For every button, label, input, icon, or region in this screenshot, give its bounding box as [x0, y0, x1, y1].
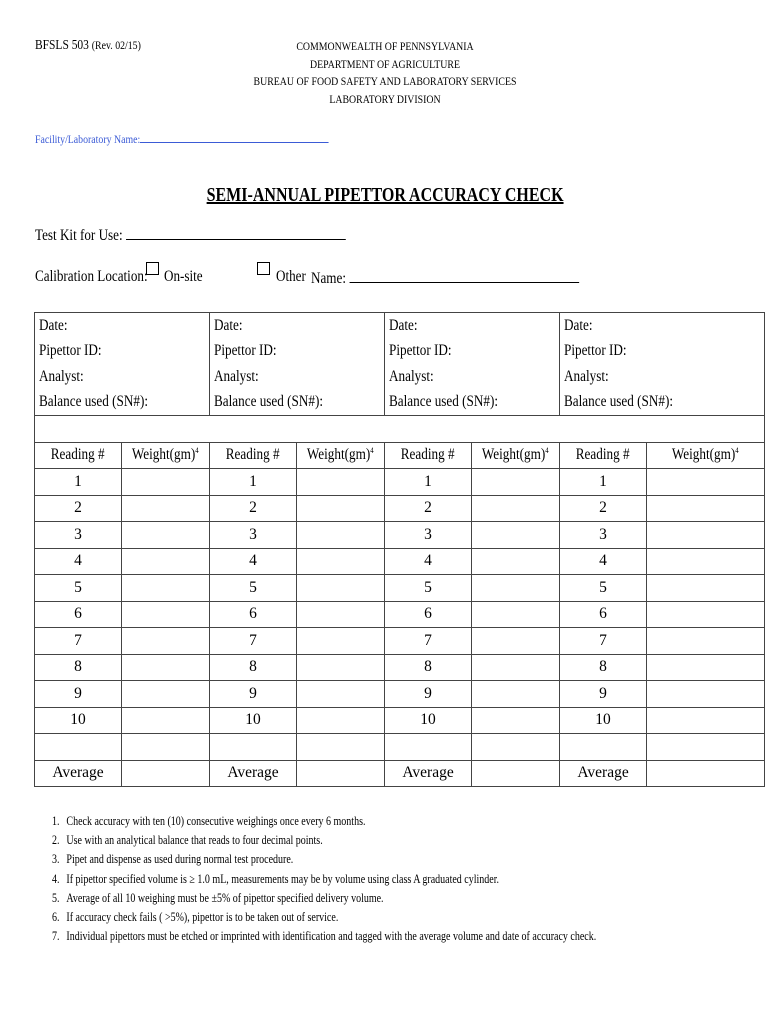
- reading-number: 7: [35, 628, 122, 655]
- reading-number: 2: [35, 495, 122, 522]
- balance-field-label: Balance used (SN#):: [214, 393, 324, 411]
- weight-header-label: [672, 446, 739, 464]
- weight-input[interactable]: [297, 601, 385, 628]
- date-field[interactable]: [385, 313, 560, 339]
- reading-number: 5: [560, 575, 647, 602]
- weight-input[interactable]: [472, 548, 560, 575]
- date-field[interactable]: [560, 313, 765, 339]
- weight-input[interactable]: [122, 469, 210, 496]
- reading-number: 7: [560, 628, 647, 655]
- other-label: Other: [276, 268, 306, 285]
- balance-field-label: Balance used (SN#):: [389, 393, 499, 411]
- average-input[interactable]: [122, 760, 210, 787]
- pipettor-check-table: [34, 312, 765, 787]
- analyst-field-label: Analyst:: [39, 367, 84, 385]
- other-name-field: [311, 268, 579, 288]
- weight-header-text: Weight(gm): [307, 446, 371, 464]
- other-name-input[interactable]: [349, 268, 579, 283]
- weight-input[interactable]: [647, 628, 765, 655]
- reading-number: 6: [385, 601, 472, 628]
- weight-footnote: 4: [735, 446, 739, 456]
- reading-number: 1: [385, 469, 472, 496]
- weight-input[interactable]: [122, 654, 210, 681]
- reading-header-label: Reading #: [51, 446, 105, 464]
- blank-weight-cell[interactable]: [297, 734, 385, 761]
- instruction-text: Check accuracy with ten (10) consecutive weighings once every 6 months.: [66, 814, 366, 828]
- date-field[interactable]: [35, 313, 210, 339]
- weight-input[interactable]: [297, 628, 385, 655]
- average-input[interactable]: [647, 760, 765, 787]
- reading-number: 4: [560, 548, 647, 575]
- weight-input[interactable]: [472, 707, 560, 734]
- blank-cell: [560, 734, 647, 761]
- reading-number: 8: [210, 654, 297, 681]
- weight-header: [122, 442, 210, 469]
- weight-input[interactable]: [647, 707, 765, 734]
- blank-cell: [385, 734, 472, 761]
- form-revision: (Rev. 02/15): [91, 38, 141, 52]
- pipettor-id-field-label: Pipettor ID:: [39, 342, 102, 360]
- reading-number: 9: [385, 681, 472, 708]
- calibration-location-label: Calibration Location:: [35, 268, 148, 285]
- weight-input[interactable]: [297, 681, 385, 708]
- instruction-text: Average of all 10 weighing must be ±5% of pipettor specified delivery volume.: [66, 890, 384, 905]
- instruction-item: [52, 831, 596, 850]
- date-field-label: Date:: [214, 316, 243, 334]
- reading-number: 8: [385, 654, 472, 681]
- pipettor-id-field-label: Pipettor ID:: [214, 342, 277, 360]
- analyst-field[interactable]: [560, 364, 765, 390]
- instruction-number: 6.: [52, 910, 60, 925]
- weight-header-label: [132, 446, 199, 464]
- other-name-label: Name:: [311, 270, 346, 287]
- instruction-number: 3.: [52, 852, 60, 867]
- instruction-item: [52, 908, 596, 927]
- weight-input[interactable]: [472, 495, 560, 522]
- reading-number: 7: [385, 628, 472, 655]
- weight-input[interactable]: [647, 469, 765, 496]
- reading-number: 4: [210, 548, 297, 575]
- weight-input[interactable]: [122, 575, 210, 602]
- reading-header: [35, 442, 122, 469]
- date-field[interactable]: [210, 313, 385, 339]
- weight-header: [647, 442, 765, 469]
- pipettor-id-field[interactable]: [35, 339, 210, 365]
- instruction-item: [52, 889, 596, 908]
- weight-input[interactable]: [122, 522, 210, 549]
- analyst-field-label: Analyst:: [214, 367, 259, 385]
- balance-field-label: Balance used (SN#):: [564, 393, 674, 411]
- weight-input[interactable]: [647, 522, 765, 549]
- weight-header-label: [307, 446, 374, 464]
- weight-input[interactable]: [472, 575, 560, 602]
- pipettor-id-field[interactable]: [560, 339, 765, 365]
- weight-footnote: 4: [545, 446, 549, 456]
- date-field-label: Date:: [564, 316, 593, 334]
- agency-line-3: BUREAU OF FOOD SAFETY AND LABORATORY SERVICES: [253, 74, 517, 88]
- weight-header: [472, 442, 560, 469]
- balance-field[interactable]: [35, 390, 210, 416]
- weight-input[interactable]: [122, 548, 210, 575]
- reading-number: 3: [385, 522, 472, 549]
- weight-input[interactable]: [472, 654, 560, 681]
- pipettor-id-field[interactable]: [385, 339, 560, 365]
- reading-number: 5: [385, 575, 472, 602]
- weight-footnote: 4: [370, 446, 374, 456]
- weight-input[interactable]: [647, 681, 765, 708]
- weight-header-label: [482, 446, 549, 464]
- blank-weight-cell[interactable]: [122, 734, 210, 761]
- reading-number: 2: [385, 495, 472, 522]
- reading-number: 1: [210, 469, 297, 496]
- weight-input[interactable]: [297, 654, 385, 681]
- reading-number: 6: [35, 601, 122, 628]
- agency-line-1: COMMONWEALTH OF PENNSYLVANIA: [296, 39, 474, 53]
- average-label: Average: [35, 760, 122, 787]
- date-field-label: Date:: [389, 316, 418, 334]
- weight-input[interactable]: [297, 548, 385, 575]
- reading-header-label: Reading #: [401, 446, 455, 464]
- balance-field[interactable]: [385, 390, 560, 416]
- analyst-field-label: Analyst:: [564, 367, 609, 385]
- weight-header-text: Weight(gm): [482, 446, 546, 464]
- weight-input[interactable]: [297, 575, 385, 602]
- weight-header-text: Weight(gm): [132, 446, 196, 464]
- other-checkbox[interactable]: [257, 262, 270, 275]
- reading-number: 2: [560, 495, 647, 522]
- instruction-number: 2.: [52, 833, 60, 848]
- title-text: SEMI-ANNUAL PIPETTOR ACCURACY CHECK: [206, 184, 564, 206]
- balance-field[interactable]: [210, 390, 385, 416]
- weight-input[interactable]: [472, 522, 560, 549]
- reading-number: 9: [35, 681, 122, 708]
- weight-input[interactable]: [122, 628, 210, 655]
- spacer-row: [35, 416, 765, 443]
- pipettor-id-field[interactable]: [210, 339, 385, 365]
- average-label: Average: [210, 760, 297, 787]
- reading-number: 10: [210, 707, 297, 734]
- reading-number: 5: [210, 575, 297, 602]
- reading-number: 6: [210, 601, 297, 628]
- reading-number: 6: [560, 601, 647, 628]
- instruction-item: [52, 870, 596, 889]
- blank-cell: [35, 734, 122, 761]
- test-kit-field: [35, 225, 346, 245]
- reading-number: 9: [210, 681, 297, 708]
- blank-weight-cell[interactable]: [472, 734, 560, 761]
- weight-footnote: 4: [195, 446, 199, 456]
- reading-header: [385, 442, 472, 469]
- analyst-field-label: Analyst:: [389, 367, 434, 385]
- reading-header-label: Reading #: [576, 446, 630, 464]
- reading-number: 4: [35, 548, 122, 575]
- reading-number: 1: [560, 469, 647, 496]
- onsite-checkbox[interactable]: [146, 262, 159, 275]
- reading-header: [210, 442, 297, 469]
- agency-line-2: DEPARTMENT OF AGRICULTURE: [310, 56, 460, 71]
- weight-input[interactable]: [122, 601, 210, 628]
- pipettor-id-field-label: Pipettor ID:: [564, 342, 627, 360]
- onsite-label: On-site: [164, 268, 203, 285]
- reading-number: 3: [35, 522, 122, 549]
- weight-input[interactable]: [297, 469, 385, 496]
- instruction-number: 7.: [52, 929, 60, 944]
- agency-header: [0, 38, 770, 108]
- instruction-item: [52, 812, 596, 831]
- weight-input[interactable]: [122, 681, 210, 708]
- analyst-field[interactable]: [35, 364, 210, 390]
- weight-input[interactable]: [647, 548, 765, 575]
- document-title: [0, 184, 770, 207]
- reading-number: 10: [560, 707, 647, 734]
- test-kit-label: Test Kit for Use:: [35, 227, 123, 244]
- pipettor-id-field-label: Pipettor ID:: [389, 342, 452, 360]
- reading-number: 7: [210, 628, 297, 655]
- weight-input[interactable]: [647, 654, 765, 681]
- reading-number: 3: [210, 522, 297, 549]
- weight-input[interactable]: [122, 495, 210, 522]
- weight-input[interactable]: [297, 495, 385, 522]
- facility-name-input[interactable]: [140, 131, 329, 143]
- instruction-number: 4.: [52, 871, 60, 886]
- average-input[interactable]: [472, 760, 560, 787]
- date-field-label: Date:: [39, 316, 68, 334]
- average-label: Average: [385, 760, 472, 787]
- facility-name-label: Facility/Laboratory Name:: [35, 132, 141, 146]
- blank-cell: [210, 734, 297, 761]
- reading-number: 5: [35, 575, 122, 602]
- instruction-text: If accuracy check fails ( >5%), pipettor is to be taken out of service.: [66, 910, 339, 925]
- weight-input[interactable]: [297, 707, 385, 734]
- weight-input[interactable]: [472, 681, 560, 708]
- weight-input[interactable]: [297, 522, 385, 549]
- balance-field-label: Balance used (SN#):: [39, 393, 149, 411]
- reading-number: 2: [210, 495, 297, 522]
- reading-header-label: Reading #: [226, 446, 280, 464]
- form-number: BFSLS 503: [35, 38, 89, 53]
- weight-input[interactable]: [122, 707, 210, 734]
- facility-name-field: [35, 131, 329, 147]
- instruction-number: 1.: [52, 814, 60, 828]
- reading-number: 9: [560, 681, 647, 708]
- instruction-item: [52, 850, 596, 869]
- average-label: Average: [560, 760, 647, 787]
- reading-number: 8: [35, 654, 122, 681]
- analyst-field[interactable]: [210, 364, 385, 390]
- instruction-item: [52, 927, 596, 946]
- instruction-text: Use with an analytical balance that reads to four decimal points.: [66, 833, 323, 848]
- weight-input[interactable]: [647, 575, 765, 602]
- agency-line-4: LABORATORY DIVISION: [329, 91, 441, 106]
- analyst-field[interactable]: [385, 364, 560, 390]
- instruction-text: Individual pipettors must be etched or imprinted with identification and tagged with the average volume and date of accuracy check.: [66, 929, 597, 944]
- weight-input[interactable]: [647, 495, 765, 522]
- weight-input[interactable]: [472, 469, 560, 496]
- instruction-text: If pipettor specified volume is ≥ 1.0 mL, measurements may be by volume using class A graduated cylinder.: [66, 871, 500, 886]
- reading-number: 1: [35, 469, 122, 496]
- instruction-number: 5.: [52, 890, 60, 905]
- instruction-text: Pipet and dispense as used during normal test procedure.: [66, 852, 294, 867]
- reading-header: [560, 442, 647, 469]
- weight-input[interactable]: [647, 601, 765, 628]
- average-input[interactable]: [297, 760, 385, 787]
- weight-header-text: Weight(gm): [672, 446, 736, 464]
- weight-input[interactable]: [472, 601, 560, 628]
- reading-number: 3: [560, 522, 647, 549]
- reading-number: 8: [560, 654, 647, 681]
- weight-input[interactable]: [472, 628, 560, 655]
- test-kit-input[interactable]: [126, 225, 346, 240]
- reading-number: 10: [385, 707, 472, 734]
- instructions-list: [52, 812, 732, 946]
- reading-number: 10: [35, 707, 122, 734]
- balance-field[interactable]: [560, 390, 765, 416]
- reading-number: 4: [385, 548, 472, 575]
- blank-weight-cell[interactable]: [647, 734, 765, 761]
- weight-header: [297, 442, 385, 469]
